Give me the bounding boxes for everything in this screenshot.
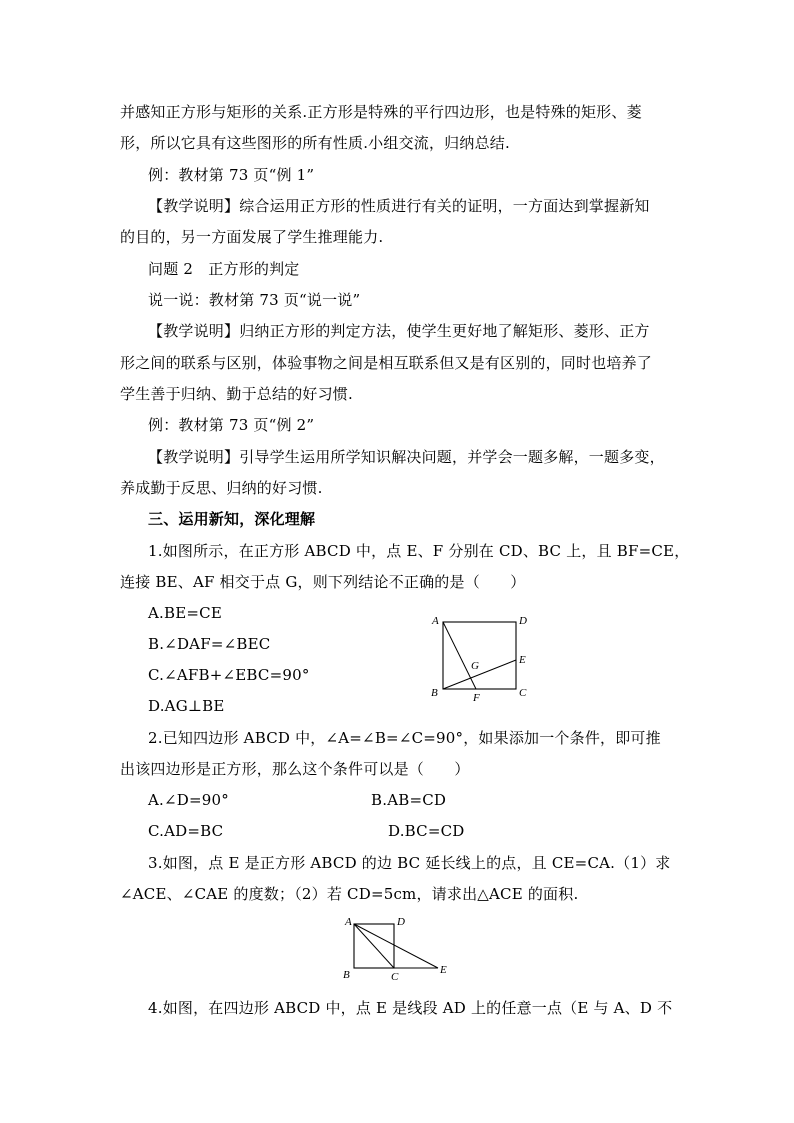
label-c: C <box>519 687 527 699</box>
choice-d: D.AG⊥BE <box>148 697 225 715</box>
text-line: 2.已知四边形 ABCD 中，∠A=∠B=∠C=90°，如果添加一个条件，即可推 <box>148 729 661 747</box>
section-heading: 三、运用新知，深化理解 <box>148 510 316 528</box>
text-line: 问题 2 正方形的判定 <box>148 260 300 278</box>
figure-square-extension <box>338 914 458 984</box>
text-line: 学生善于归纳、勤于总结的好习惯. <box>120 385 353 403</box>
label-a: A <box>432 615 439 627</box>
choice-c: C.AD=BC <box>148 822 224 840</box>
text-line: 出该四边形是正方形，那么这个条件可以是（ ） <box>120 760 470 778</box>
text-line: 【教学说明】引导学生运用所学知识解决问题，并学会一题多解，一题多变， <box>148 448 665 466</box>
choice-a: A.BE=CE <box>148 604 222 622</box>
label-e: E <box>440 964 447 976</box>
text-line: 的目的，另一方面发展了学生推理能力. <box>120 228 384 246</box>
text-line: 说一说：教材第 73 页“说一说” <box>148 291 361 309</box>
text-line: 4.如图，在四边形 ABCD 中，点 E 是线段 AD 上的任意一点（E 与 A、D 不 <box>148 999 673 1017</box>
text-line: 【教学说明】综合运用正方形的性质进行有关的证明，一方面达到掌握新知 <box>148 197 650 215</box>
label-b: B <box>431 687 438 699</box>
text-line: 【教学说明】归纳正方形的判定方法，使学生更好地了解矩形、菱形、正方 <box>148 322 650 340</box>
text-line: 连接 BE、AF 相交于点 G，则下列结论不正确的是（ ） <box>120 573 526 591</box>
label-b: B <box>343 969 350 981</box>
text-line: ∠ACE、∠CAE 的度数；（2）若 CD=5cm，请求出△ACE 的面积. <box>120 885 579 903</box>
choice-b: B.AB=CD <box>371 791 447 809</box>
label-d: D <box>397 916 405 928</box>
text-line: 例：教材第 73 页“例 2” <box>148 416 315 434</box>
label-c: C <box>391 971 399 983</box>
text-line: 养成勤于反思、归纳的好习惯. <box>120 479 323 497</box>
label-e: E <box>519 654 526 666</box>
text-line: 1.如图所示，在正方形 ABCD 中，点 E、F 分别在 CD、BC 上，且 BF=CE， <box>148 542 690 560</box>
text-line: 例：教材第 73 页“例 1” <box>148 166 315 184</box>
label-g: G <box>471 660 479 672</box>
figure-square-abcd <box>425 612 535 704</box>
choice-a: A.∠D=90° <box>148 791 229 809</box>
text-line: 3.如图，点 E 是正方形 ABCD 的边 BC 延长线上的点，且 CE=CA.（1）求 <box>148 854 671 872</box>
label-d: D <box>519 615 527 627</box>
choice-c: C.∠AFB+∠EBC=90° <box>148 666 310 684</box>
text-line: 形，所以它具有这些图形的所有性质.小组交流，归纳总结. <box>120 134 510 152</box>
choice-d: D.BC=CD <box>388 822 465 840</box>
choice-b: B.∠DAF=∠BEC <box>148 635 271 653</box>
text-line: 形之间的联系与区别，体验事物之间是相互联系但又是有区别的，同时也培养了 <box>120 354 653 372</box>
label-f: F <box>473 692 480 704</box>
text-line: 并感知正方形与矩形的关系.正方形是特殊的平行四边形，也是特殊的矩形、菱 <box>120 103 642 121</box>
label-a: A <box>345 916 352 928</box>
